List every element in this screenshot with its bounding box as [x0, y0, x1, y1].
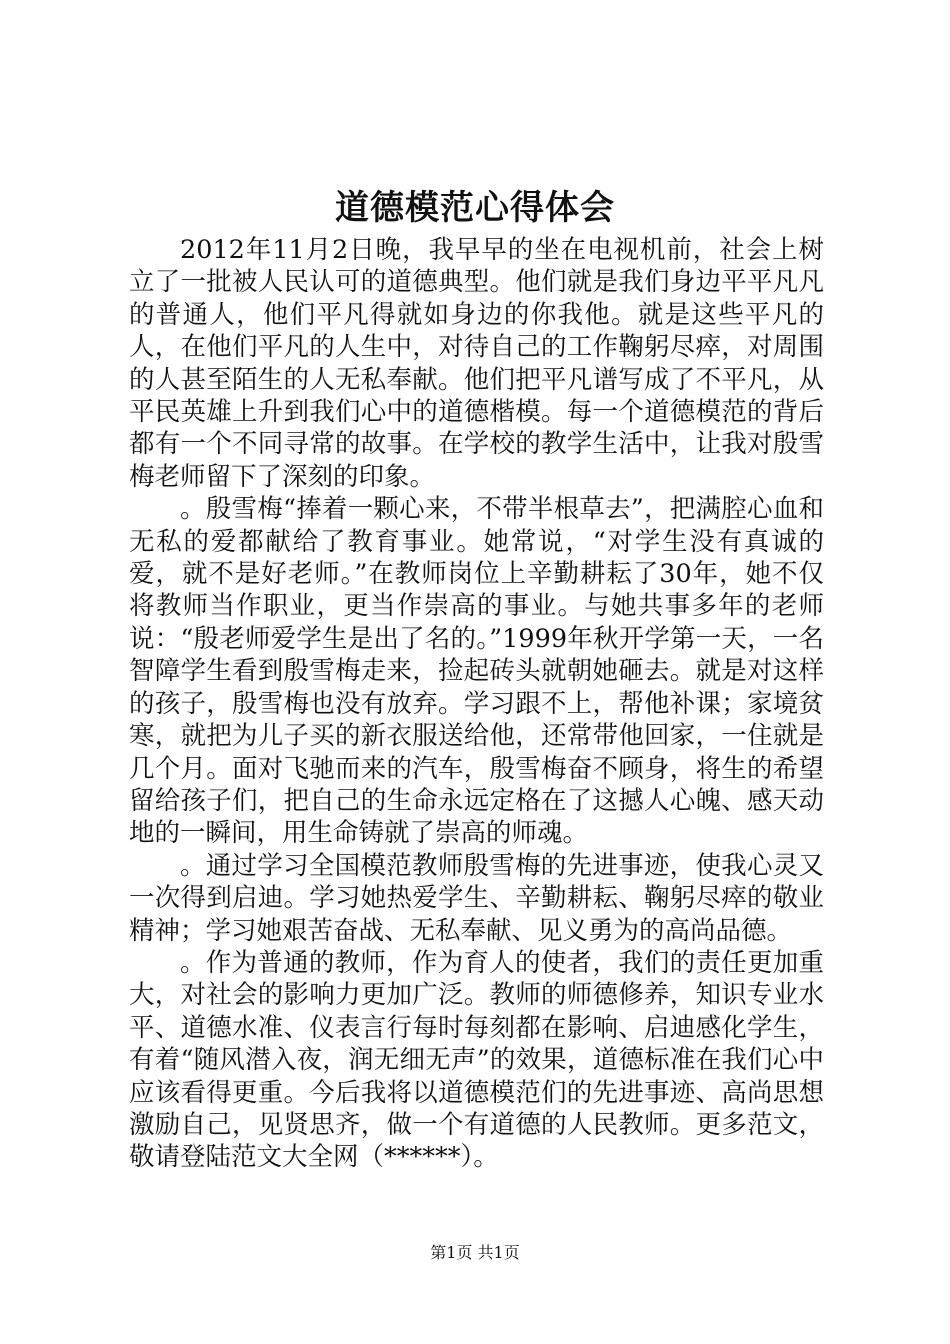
paragraph-3: 。通过学习全国模范教师殷雪梅的先进事迹，使我心灵又一次得到启迪。学习她热爱学生、辛勤耕耘、鞠躬尽瘁的敬业精神；学习她艰苦奋战、无私奉献、见义勇为的高尚品德。 — [129, 850, 824, 946]
paragraph-2: 。殷雪梅“捧着一颗心来，不带半根草去”，把满腔心血和无私的爱都献给了教育事业。她常说，“对学生没有真诚的爱，就不是好老师。”在教师岗位上辛勤耕耘了30年，她不仅将教师当作职业，更当作崇高的事业。与她共事多年的老师说：“殷老师爱学生是出了名的。”1999年秋开学第一天，一名智障学生看到殷雪梅走来，捡起砖头就朝她砸去。就是对这样的孩子，殷雪梅也没有放弃。学习跟不上，帮他补课；家境贫寒，就把为儿子买的新衣服送给他，还常带他回家，一住就是几个月。面对飞驰而来的汽车，殷雪梅奋不顾身，将生的希望留给孩子们，把自己的生命永远定格在了这撼人心魄、感天动地的一瞬间，用生命铸就了崇高的师魂。 — [129, 494, 824, 849]
paragraph-4: 。作为普通的教师，作为育人的使者，我们的责任更加重大，对社会的影响力更加广泛。教师的师德修养，知识专业水平、道德水准、仪表言行每时每刻都在影响、启迪感化学生，有着“随风潜入夜，润无细无声”的效果，道德标准在我们心中应该看得更重。今后我将以道德模范们的先进事迹、高尚思想激励自己，见贤思齐，做一个有道德的人民教师。更多范文，敬请登陆范文大全网（******）。 — [129, 947, 824, 1173]
paragraph-1: 2012年11月2日晚，我早早的坐在电视机前，社会上树立了一批被人民认可的道德典型。他们就是我们身边平平凡凡的普通人，他们平凡得就如身边的你我他。就是这些平凡的人，在他们平凡的人生中，对待自己的工作鞠躬尽瘁，对周围的人甚至陌生的人无私奉献。他们把平凡谱写成了不平凡，从平民英雄上升到我们心中的道德楷模。每一个道德模范的背后都有一个不同寻常的故事。在学校的教学生活中，让我对殷雪梅老师留下了深刻的印象。 — [129, 235, 824, 492]
document-body — [129, 234, 824, 1174]
document-title: 道德模范心得体会 — [335, 188, 615, 228]
page-footer: 第1页 共1页 — [430, 1243, 520, 1262]
